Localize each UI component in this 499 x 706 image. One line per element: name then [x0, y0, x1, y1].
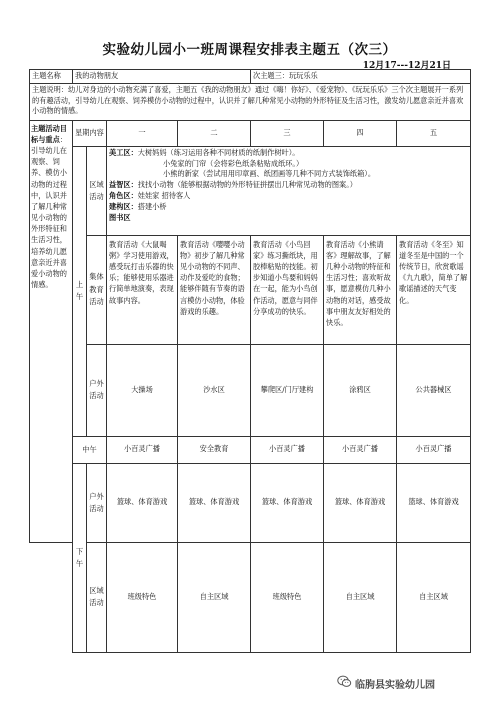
schedule-table: [29, 69, 471, 653]
outdoor-afternoon-day-2: 篮球、体育游戏: [178, 463, 251, 542]
region-afternoon-day-4: 自主区域: [324, 542, 397, 652]
outdoor-morning-row: [30, 344, 471, 436]
goal-cell: [30, 120, 73, 542]
region-line: 美工区：大树妈妈（练习运用各种不同材质的纸制作树叶）。: [109, 147, 300, 157]
day-header-3: 三: [251, 120, 324, 146]
watermark-text: 临朐县实验幼儿园: [355, 680, 435, 691]
theme-name: 我的动物朋友: [73, 70, 251, 84]
date-range: 12月17---12月21日: [362, 61, 451, 71]
noon-day-1: 小百灵广播: [107, 436, 178, 463]
theme-description: 主题说明：幼儿对身边的小动物充满了喜爱，主题五《我的动物朋友》通过《嗨！你好》、《爱宠物》、《玩玩乐乐》三个次主题展开一系列的有趣活动，引导幼儿在观察、饲养模仿小动物的过程中，认识并了解几种常见小动物的外形特征及生活习性，激发幼儿愿意亲近并喜欢小动物的情感。: [30, 83, 471, 120]
goal-text: ：引导幼儿在观察、饲养、模仿小动物的过程中，认识并了解几种常见小动物的外形特征和生活习性，培养幼儿愿意亲近并喜爱小动物的情感。: [31, 134, 67, 289]
region-line: 角色区：娃娃家 招待客人: [109, 190, 191, 200]
region-activity-label: 区域活动: [87, 146, 107, 235]
outdoor-morning-day-5: 公共器械区: [397, 344, 471, 436]
outdoor-morning-day-4: 涂鸦区: [324, 344, 397, 436]
outdoor-morning-label: 户外活动: [87, 344, 107, 436]
region-activity-content: [107, 146, 471, 235]
outdoor-morning-day-1: 大操场: [107, 344, 178, 436]
region-afternoon-day-3: 班级特色: [251, 542, 324, 652]
theme-name-row: [30, 70, 471, 84]
theme-description-row: [30, 83, 471, 120]
region-afternoon-day-1: 班级特色: [107, 542, 178, 652]
group-activity-day-1: 教育活动《大鼠喝粥》学习使用游戏，感受玩打击乐器的快乐；能够使用乐器进行简单地演奏，表现故事内容。: [107, 235, 178, 344]
day-header-2: 二: [178, 120, 251, 146]
day-header-1: 一: [107, 120, 178, 146]
region-line: 小熊的新家（尝试用用印章画、纸团画等几种不同方式装饰纸箱）。: [163, 169, 376, 179]
noon-day-2: 安全教育: [178, 436, 251, 463]
group-activity-row: [30, 235, 471, 344]
outdoor-afternoon-day-4: 篮球、体育游戏: [324, 463, 397, 542]
wechat-icon: [337, 675, 352, 688]
subtheme-label: 次主题三：玩玩乐乐: [251, 70, 471, 84]
corner-header: 星期内容: [73, 120, 107, 146]
region-line: 小兔家的门帘（会将彩色纸条粘贴成纸环。）: [163, 158, 304, 168]
period-morning: 上午: [73, 146, 87, 436]
outdoor-afternoon-day-1: 篮球、体育游戏: [107, 463, 178, 542]
period-afternoon: 下午: [73, 463, 87, 652]
noon-row: [30, 436, 471, 463]
period-noon: 中午: [73, 436, 107, 463]
outdoor-afternoon-day-3: 篮球、体育游戏: [251, 463, 324, 542]
group-activity-day-2: 教育活动《嘤嘤小动物》初步了解几种常见小动物的不同声、动作及爱吃的食物；能够伴随有节奏的语言模仿小动物，体验游戏的乐趣。: [178, 235, 251, 344]
region-activity-row: [30, 146, 471, 235]
day-header-row: [30, 120, 471, 146]
noon-day-5: 小百灵广播: [397, 436, 471, 463]
group-activity-day-3: 教育活动《小鸟回家》练习撕纸块，用胶棒粘贴的技能。初步知道小鸟要和妈妈在一起，能为小鸟创作活动，愿意与同伴分享成功的快乐。: [251, 235, 324, 344]
day-header-4: 四: [324, 120, 397, 146]
day-header-5: 五: [397, 120, 471, 146]
region-line: 建构区：搭建小桥: [109, 201, 167, 211]
outdoor-morning-day-3: 攀爬区/门厅建构: [251, 344, 324, 436]
page-title: 实验幼儿园小一班周课程安排表主题五（次三）: [102, 42, 397, 58]
outdoor-afternoon-row: [30, 463, 471, 542]
region-line: 益智区：找找小动物（能够根据动物的外形特征拼摆出几种常见动物的图案。）: [109, 180, 357, 190]
theme-name-label: 主题名称: [30, 70, 73, 84]
group-activity-day-4: 教育活动《小熊请客》理解故事，了解几种小动物的特征和生活习性；喜欢听故事，愿意模仿几种小动物的对话，感受故事中朋友友好相处的快乐。: [324, 235, 397, 344]
region-line: 图书区: [109, 212, 131, 222]
goal-label: 主题活动目标与重点: [31, 123, 67, 144]
noon-day-3: 小百灵广播: [251, 436, 324, 463]
noon-day-4: 小百灵广播: [324, 436, 397, 463]
group-activity-label: 集体教育活动: [87, 235, 107, 344]
outdoor-afternoon-day-5: 篮球、体育游戏: [397, 463, 471, 542]
region-afternoon-label: 区域活动: [87, 542, 107, 652]
region-afternoon-day-5: 自主区域: [397, 542, 471, 652]
region-afternoon-day-2: 自主区域: [178, 542, 251, 652]
outdoor-morning-day-2: 沙水区: [178, 344, 251, 436]
region-afternoon-row: [30, 542, 471, 652]
outdoor-afternoon-label: 户外活动: [87, 463, 107, 542]
group-activity-day-5: 教育活动《冬至》知道冬至是中国的一个传统节日，欣赏歌谣《九九歌》，简单了解歌谣描述的天气变化。: [397, 235, 471, 344]
